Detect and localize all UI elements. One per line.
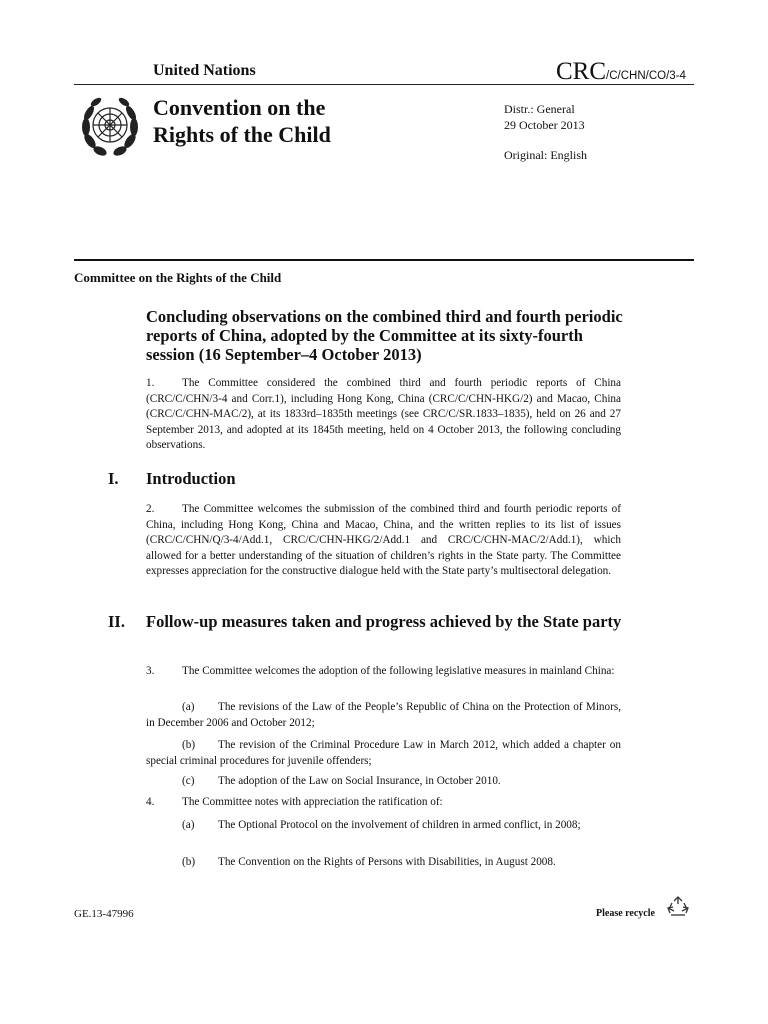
list-item [146,774,621,790]
convention-title [153,94,331,148]
list-item [146,700,621,731]
section-title: Follow-up measures taken and progress achieved by the State party [146,612,622,631]
list-item-text: The adoption of the Law on Social Insurance, in October 2010. [218,775,501,787]
list-item-label: (a) [182,701,195,713]
list-item [146,855,621,871]
list-item-text: The Convention on the Rights of Persons with Disabilities, in August 2008. [218,856,556,868]
recycle-icon [666,895,690,919]
title-rule [74,259,694,261]
section-heading-follow-up [108,612,626,632]
distribution-block [504,101,587,163]
paragraph-text: The Committee welcomes the adoption of the following legislative measures in mainland China: [182,665,615,677]
list-item [146,818,621,834]
document-title: Concluding observations on the combined third and fourth periodic reports of China, adopted by the Committee at its sixty-fourth session (16 September–4 October 2013) [146,307,623,364]
convention-title-line1: Convention on the [153,95,326,120]
paragraph-number: 4. [146,796,155,808]
list-item-label: (c) [182,775,195,787]
list-item-label: (b) [182,739,196,751]
organization-name: United Nations [153,62,256,79]
list-item-text: The revisions of the Law of the People’s Republic of China on the Protection of Minors, in December 2006 and October 2012; [146,701,621,729]
list-item-label: (b) [182,856,196,868]
paragraph-text: The Committee considered the combined third and fourth periodic reports of China (CRC/C/CHN/3-4 and Corr.1), including Hong Kong, China (CRC/C/CHN-HKG/2) and Macao, China (CRC/C/CHN-MAC/2), at its 1833rd–1835th meetings (see CRC/C/SR.1833–1835), held on 26 and 27 September 2013, and adopted at its 1845th meeting, held on 4 October 2013, the following concluding observations. [146,377,621,451]
committee-name: Committee on the Rights of the Child [74,270,282,285]
paragraph-2 [146,502,621,580]
paragraph-4 [146,795,621,811]
list-item-text: The revision of the Criminal Procedure Law in March 2012, which added a chapter on special criminal procedures for juvenile offenders; [146,739,621,767]
paragraph-number: 1. [146,377,155,389]
recycle-label: Please recycle [596,908,655,919]
document-symbol-main: CRC [556,58,607,85]
document-symbol-suffix: /C/CHN/CO/3-4 [606,70,686,82]
header-rule [74,84,694,85]
paragraph-number: 3. [146,665,155,677]
issue-date: 29 October 2013 [504,118,585,132]
list-item-label: (a) [182,819,195,831]
job-number: GE.13-47996 [74,908,134,920]
original-language: Original: English [504,148,587,162]
convention-title-line2: Rights of the Child [153,122,331,147]
section-heading-introduction [108,469,236,489]
un-emblem-icon [76,93,144,161]
section-number: I. [108,469,119,488]
paragraph-text: The Committee welcomes the submission of the combined third and fourth periodic reports of China, including Hong Kong, China and Macao, China, and the written replies to its list of issues (CRC/C/CHN/Q/3-4/Add.1, CRC/C/CHN-HKG/2/Add.1 and CRC/C/CHN-MAC/2/Add.1), which allowed for a better understanding of the situation of children’s rights in the State party. The Committee expresses appreciation for the constructive dialogue held with the State party’s multisectoral delegation. [146,503,621,577]
section-title: Introduction [146,469,236,488]
paragraph-1 [146,376,621,454]
paragraph-number: 2. [146,503,155,515]
document-symbol [556,58,686,86]
distribution: Distr.: General [504,102,575,116]
list-item [146,738,621,769]
paragraph-text: The Committee notes with appreciation the ratification of: [182,796,443,808]
list-item-text: The Optional Protocol on the involvement of children in armed conflict, in 2008; [218,819,581,831]
section-number: II. [108,612,125,631]
paragraph-3 [146,664,621,680]
